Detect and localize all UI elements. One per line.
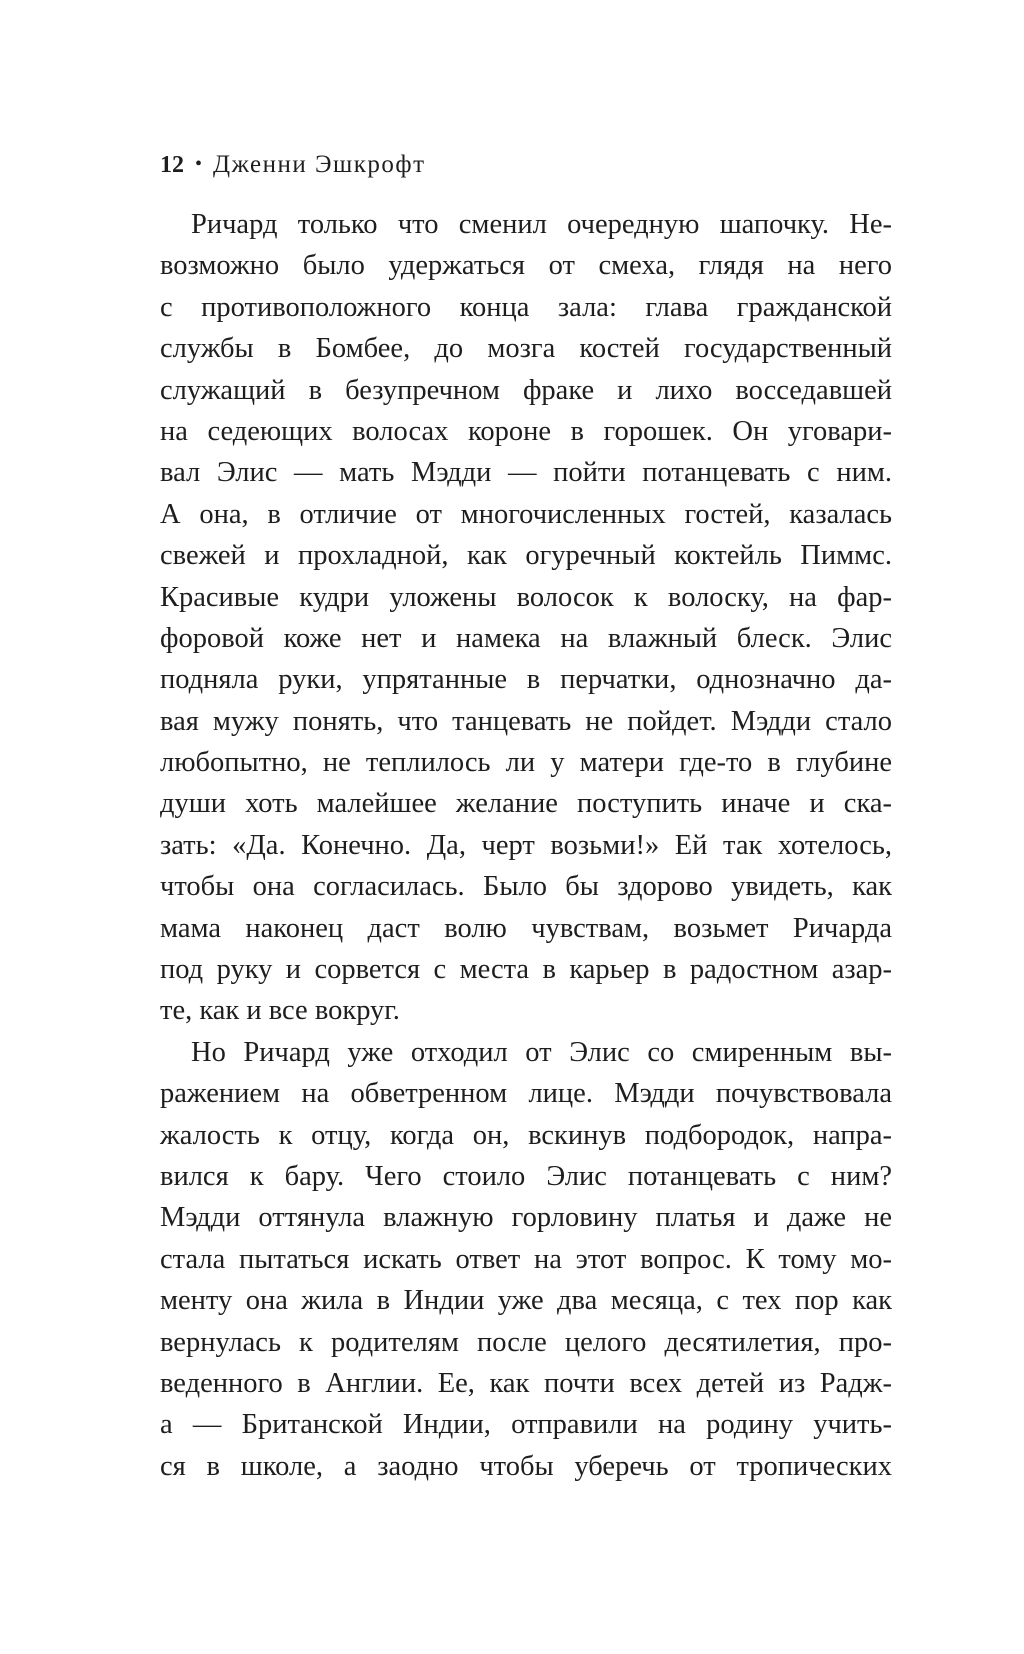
text-line: служащий в безупречном фраке и лихо восседавшей — [160, 374, 892, 406]
text-line: зать: «Да. Конечно. Да, черт возьми!» Ей так хотелось, — [160, 829, 892, 861]
text-line: вая мужу понять, что танцевать не пойдет. Мэдди стало — [160, 705, 892, 737]
text-line: те, как и все вокруг. — [160, 995, 400, 1027]
text-line: мама наконец даст волю чувствам, возьмет Ричарда — [160, 912, 892, 944]
text-line: жалость к отцу, когда он, вскинув подбородок, напра- — [160, 1119, 892, 1151]
text-line: Мэдди оттянула влажную горловину платья и даже не — [160, 1202, 892, 1234]
author-name: Дженни Эшкрофт — [213, 151, 426, 178]
text-line: на седеющих волосах короне в горошек. Он уговари- — [160, 415, 892, 447]
text-line: форовой коже нет и намека на влажный блеск. Элис — [160, 622, 892, 654]
text-line: вал Элис — мать Мэдди — пойти потанцевать с ним. — [160, 457, 892, 489]
text-line: Ричард только что сменил очередную шапочку. Не- — [191, 209, 892, 240]
paragraph — [160, 204, 892, 1032]
text-line: под руку и сорвется с места в карьер в радостном азар- — [160, 954, 892, 986]
body-text — [160, 204, 892, 1487]
text-line: а — Британской Индии, отправили на родину учить- — [160, 1409, 892, 1441]
text-line: Но Ричард уже отходил от Элис со смиренным вы- — [191, 1036, 892, 1068]
text-line: веденного в Англии. Ее, как почти всех детей из Радж- — [160, 1367, 892, 1399]
text-line: души хоть малейшее желание поступить иначе и ска- — [160, 788, 892, 820]
text-line: стала пытаться искать ответ на этот вопрос. К тому мо- — [160, 1243, 892, 1275]
text-line: вернулась к родителям после целого десятилетия, про- — [160, 1326, 892, 1358]
text-line: ражением на обветренном лице. Мэдди почувствовала — [160, 1078, 892, 1110]
text-line: свежей и прохладной, как огуречный коктейль Пиммс. — [160, 540, 892, 572]
text-line: возможно было удержаться от смеха, глядя на него — [160, 250, 892, 282]
text-line: менту она жила в Индии уже два месяца, с тех пор как — [160, 1285, 892, 1317]
text-line: подняла руки, упрятанные в перчатки, однозначно да- — [160, 664, 892, 696]
text-line: с противоположного конца зала: глава гражданской — [160, 291, 892, 323]
header-bullet: • — [195, 153, 203, 175]
text-line: Красивые кудри уложены волосок к волоску, на фар- — [160, 581, 892, 613]
running-head — [160, 150, 426, 181]
text-line: службы в Бомбее, до мозга костей государственный — [160, 333, 892, 365]
text-line: чтобы она согласилась. Было бы здорово увидеть, как — [160, 871, 892, 903]
text-line: ся в школе, а заодно чтобы уберечь от тропических — [160, 1450, 892, 1482]
text-line: А она, в отличие от многочисленных гостей, казалась — [160, 498, 892, 530]
paragraph — [160, 1032, 892, 1487]
text-line: вился к бару. Чего стоило Элис потанцевать с ним? — [160, 1160, 892, 1192]
text-line: любопытно, не теплилось ли у матери где-то в глубине — [160, 747, 892, 779]
page-number: 12 — [160, 152, 184, 178]
